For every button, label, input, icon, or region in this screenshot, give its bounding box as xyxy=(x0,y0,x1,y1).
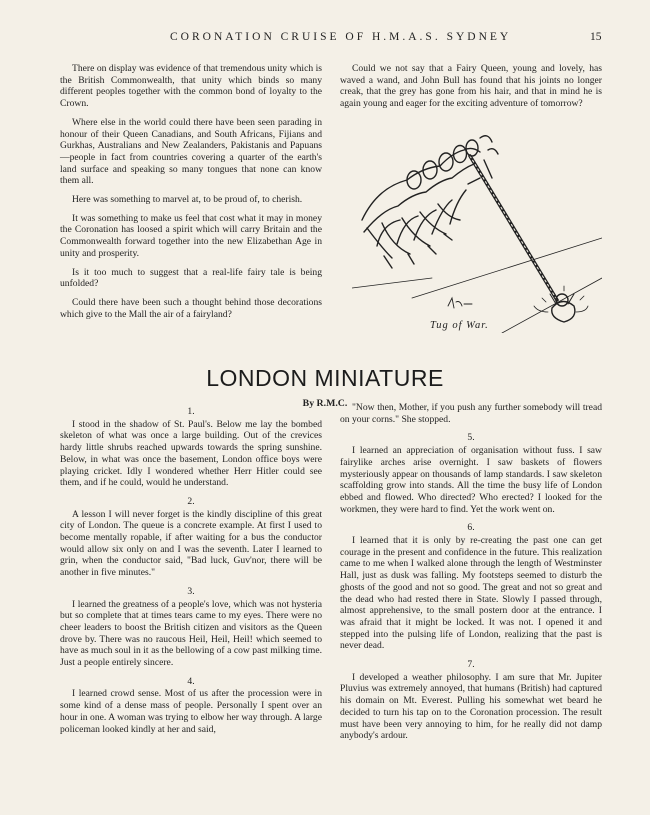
section-number: 7. xyxy=(467,659,475,671)
section-number: 2. xyxy=(187,495,195,507)
section-text: I learned the greatness of a people's love, which was not hysteria but so complete that at times tears came to my eyes. There were no cheer leaders to boost the British citizen and visitors as the Queen drove by. There was no raucous Heil, Heil, Heil! which seemed to have as much soul in it as the bellowing of a cow past milking time. Just a people entirely sincere. xyxy=(60,598,322,669)
article-section xyxy=(60,406,322,489)
paragraph: Could there have been such a thought behind those decorations which give to the Mall the air of a fairyland? xyxy=(60,296,322,320)
tug-of-war-illustration xyxy=(352,128,602,333)
article-right-column xyxy=(340,402,602,749)
article-section xyxy=(60,496,322,579)
section-text: I developed a weather philosophy. I am sure that Mr. Jupiter Pluvius was extremely annoyed, that humans (British) had captured his domain on Mt. Everest. Pulling his somewhat wet beard he decided to turn his tap on to the Coronation procession. The result must have been very annoying to him, for he really did not damp anybody's ardour. xyxy=(340,671,602,742)
paragraph: Where else in the world could there have been seen parading in honour of their Queen Canadians, and South Africans, Fijians and Gurkhas, Australians and New Zealanders, Pakistanis and Papuans —people in fact from countries covering a quarter of the earth's land surface and speaking so many tongues that none can know them all. xyxy=(60,116,322,187)
article-section xyxy=(60,586,322,669)
section-text: I learned crowd sense. Most of us after the procession were in some kind of a dense mass of people. Personally I spent over an hour in one. A woman was trying to elbow her way through. A large policeman looked kindly at her and said, xyxy=(60,688,322,735)
article-section xyxy=(60,676,322,736)
article-byline: By R.M.C. xyxy=(302,398,348,409)
article-section xyxy=(340,432,602,515)
section-number: 6. xyxy=(467,522,475,534)
article-title: LONDON MINIATURE xyxy=(206,365,444,391)
section-text: A lesson I will never forget is the kindly discipline of this great city of London. The queue is a concrete example. At first I used to become mentally ropable, if after waiting for a bus the conductor would allow six only on and I was the seventh. Later I learned to grin, when the conductor said, "Bad luck, Guv'nor, there will be another in five minutes." xyxy=(60,508,322,579)
article-section xyxy=(340,402,602,425)
section-number: 4. xyxy=(187,675,195,687)
page-number: 15 xyxy=(590,31,602,43)
top-right-column xyxy=(340,63,602,117)
top-left-column xyxy=(60,63,322,327)
running-title: CORONATION CRUISE OF H.M.A.S. SYDNEY xyxy=(170,31,512,43)
illustration-caption: Tug of War. xyxy=(430,320,489,331)
article-left-column xyxy=(60,406,322,742)
section-text: "Now then, Mother, if you push any further somebody will tread on your corns." She stopped. xyxy=(340,402,602,425)
section-number: 5. xyxy=(467,432,475,444)
section-text: I stood in the shadow of St. Paul's. Below me lay the bombed skeleton of what was once a large building. Out of the crevices hardy little shrubs reached upwards towards the spring sunshine. Below, in what was once the basement, London office boys were playing cricket. Idly I wondered whether Herr Hitler could see them, and if he could, would he understand. xyxy=(60,418,322,489)
section-text: I learned that it is only by re-creating the past one can get courage in the present and confidence in the future. This realization came to me when I walked alone through the length of Westminster Hall, just as dusk was falling. My footsteps seemed to disturb the ghosts of the good and not so good. The great and not so great and the dead who had rested there in State. Slowly I passed through, almost apprehensive, to the small postern door at the entrance. I was afraid that it might be locked. It was not. I opened it and stepped into the pulsing life of London, realizing that the past is never dead. xyxy=(340,535,602,652)
section-number: 1. xyxy=(187,406,195,417)
paragraph: Here was something to marvel at, to be proud of, to cherish. xyxy=(72,194,303,206)
section-number: 3. xyxy=(187,585,195,597)
paragraph: It was something to make us feel that cost what it may in money the Coronation has loosed a spirit which will carry Britain and the Commonwealth forward together into the new Elizabethan Age in unity and prosperity. xyxy=(60,212,322,259)
article-section xyxy=(340,659,602,742)
paragraph: Could we not say that a Fairy Queen, young and lovely, has waved a wand, and John Bull has found that his joints no longer creak, that the grey has gone from his hair, and that in mind he is again young and eager for the exciting adventure of tomorrow? xyxy=(340,63,602,110)
article-section xyxy=(340,522,602,652)
paragraph: Is it too much to suggest that a real-life fairy tale is being unfolded? xyxy=(60,266,322,290)
section-text: I learned an appreciation of organisation without fuss. I saw fairylike arches arise overnight. I saw baskets of flowers mysteriously appear on thousands of lamp standards. I saw skeleton scaffolding grow into stands. All the time the busy life of London ebbed and flowed. Who directed? Who erected? I looked for the workmen, they were hard to find. Yet the work went on. xyxy=(340,445,602,515)
paragraph: There on display was evidence of that tremendous unity which is the British Commonwealth, that unity which binds so many different peoples together with the common bond of loyalty to the Crown. xyxy=(60,63,322,110)
